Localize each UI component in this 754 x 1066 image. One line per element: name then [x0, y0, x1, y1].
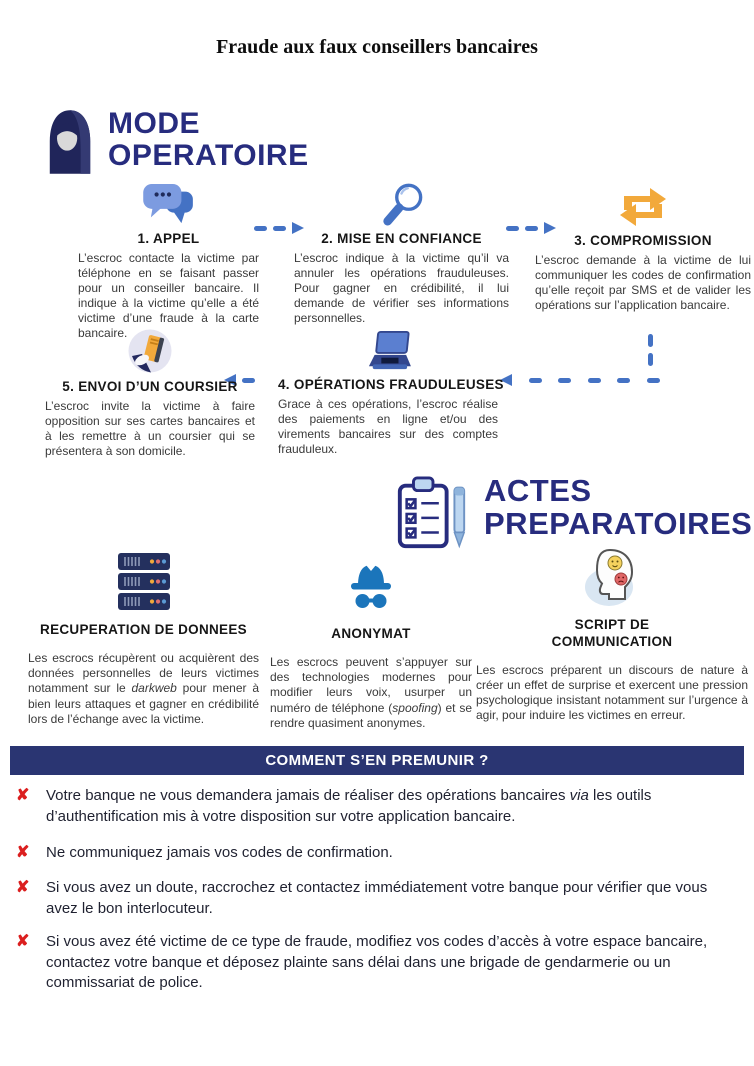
incognito-hat-glasses-icon: [345, 560, 397, 612]
actes-preparatoires-heading: [392, 474, 752, 552]
arrow-dash: [647, 378, 660, 383]
prevention-bullet-1-text: Votre banque ne vous demandera jamais de réaliser des opérations bancaires via les outils d’authentification mis à votre disposition sur votre application bancaire.: [46, 787, 652, 825]
step-envoi-icon-wrap: [45, 330, 255, 374]
arrow-head-right: [292, 222, 304, 234]
item-script-title: SCRIPT DE COMMUNICATION: [551, 617, 673, 649]
prevention-bullet-4: [16, 932, 743, 994]
step-envoi-coursier: [45, 330, 255, 471]
courier-package-icon: [127, 328, 173, 374]
actes-preparatoires-title: ACTES PREPARATOIRES: [484, 473, 753, 542]
exchange-arrows-icon: [616, 186, 670, 228]
arrow-dash: [648, 353, 653, 366]
arrow-dash: [558, 378, 571, 383]
item-anonymat: [270, 555, 472, 743]
item-anonymat-icon-wrap: [270, 555, 472, 617]
item-script-icon-wrap: [476, 546, 748, 608]
step-compromission-body: L’escroc demande à la victime de lui communiquer les codes de confirmation qu’elle reçoit par SMS et de valider les opérations sur l’application bancaire.: [535, 253, 751, 312]
step-operations-title: 4. OPÉRATIONS FRAUDULEUSES: [278, 377, 504, 392]
mode-operatoire-heading: [44, 108, 309, 176]
server-stack-icon: [116, 553, 172, 611]
item-script-communication: [476, 546, 748, 736]
flow-arrow-1-to-2: [254, 222, 304, 234]
step-operations-body: Grace à ces opérations, l’escroc réalise des paiements en ligne et/ou des virements bancaires sur des comptes frauduleux.: [278, 397, 498, 456]
step-mise-en-confiance: [294, 182, 509, 338]
prevention-bullet-3-text: Si vous avez un doute, raccrochez et contactez immédiatement votre banque pour vérifier que vous avez le bon interlocuteur.: [46, 879, 708, 917]
item-recuperation-title: RECUPERATION DE DONNEES: [40, 622, 247, 637]
item-recuperation-icon-wrap: [28, 551, 259, 613]
step-appel-body: L’escroc contacte la victime par téléphone en se faisant passer pour un conseiller bancaire. Il indique à la victime qu’elle a été victime d’une fraude à la carte bancaire.: [78, 251, 259, 340]
step-mise-en-confiance-body: L’escroc indique à la victime qu’il va annuler les opérations frauduleuses. Pour gagner en crédibilité, il lui demande de vérifier ses informations personnelles.: [294, 251, 509, 325]
step-envoi-body: L’escroc invite la victime à faire opposition sur ses cartes bancaires et à les remettre à un coursier qui se présentera à son domicile.: [45, 399, 255, 458]
cross-mark-icon: ✘: [16, 844, 30, 861]
arrow-dash: [254, 226, 267, 231]
flow-arrow-3-down: [648, 334, 653, 366]
arrow-head-right: [544, 222, 556, 234]
flow-arrow-2-to-3: [506, 222, 556, 234]
step-operations-frauduleuses: [278, 328, 504, 469]
step-mise-en-confiance-icon-wrap: [294, 182, 509, 226]
page-title: Fraude aux faux conseillers bancaires: [216, 36, 538, 58]
step-compromission: [535, 184, 751, 325]
chat-bubbles-icon: [140, 184, 198, 226]
step-compromission-title: 3. COMPROMISSION: [574, 233, 712, 248]
item-recuperation-donnees: [28, 551, 259, 739]
step-appel-icon-wrap: [78, 182, 259, 226]
item-anonymat-title: ANONYMAT: [331, 626, 411, 641]
prevention-bullet-2-text: Ne communiquez jamais vos codes de confirmation.: [46, 844, 393, 861]
step-operations-icon-wrap: [278, 328, 498, 372]
step-envoi-title: 5. ENVOI D’UN COURSIER: [62, 379, 238, 394]
prevention-bullet-4-text: Si vous avez été victime de ce type de fraude, modifiez vos codes d’accès à votre espace bancaire, contactez votre banque et déposez plainte sans délai dans une brigade de gendarmerie ou un commissariat de police.: [46, 933, 708, 992]
arrow-dash: [506, 226, 519, 231]
prevention-bullet-2: [16, 843, 743, 864]
hooded-fraudster-icon: [44, 108, 96, 176]
psychology-head-icon: [582, 546, 642, 608]
step-appel-title: 1. APPEL: [137, 231, 200, 246]
cross-mark-icon: ✘: [16, 933, 30, 950]
item-script-body: Les escrocs préparent un discours de nature à créer un effet de surprise et exercent une pression psychologique insistant notamment sur l’urgence à agir, pour induire les victimes en erreur.: [476, 662, 748, 723]
laptop-icon: [361, 330, 415, 372]
arrow-dash: [588, 378, 601, 383]
arrow-dash: [529, 378, 542, 383]
prevention-bullet-1: [16, 786, 743, 827]
clipboard-checklist-icon: [392, 474, 472, 552]
item-recuperation-body: Les escrocs récupèrent ou acquièrent des données personnelles de leurs victimes notamment sur le darkweb pour mener à bien leurs attaques et gagner en crédibilité lors de l’échange avec la victime.: [28, 650, 259, 726]
step-mise-en-confiance-title: 2. MISE EN CONFIANCE: [321, 231, 482, 246]
cross-mark-icon: ✘: [16, 879, 30, 896]
arrow-dash: [617, 378, 630, 383]
cross-mark-icon: ✘: [16, 787, 30, 804]
item-anonymat-body: Les escrocs peuvent s’appuyer sur des technologies modernes pour modifier leurs voix, usurper un numéro de téléphone (spoofing) et se rendre quasiment anonymes.: [270, 654, 472, 730]
prevention-bullet-3: [16, 878, 743, 919]
prevention-banner: COMMENT S’EN PREMUNIR ?: [10, 746, 744, 775]
magnifier-icon: [378, 182, 426, 226]
arrow-dash: [648, 334, 653, 347]
step-compromission-icon-wrap: [535, 184, 751, 228]
flow-arrow-3-to-4: [500, 374, 660, 386]
arrow-dash: [273, 226, 286, 231]
mode-operatoire-title: MODE OPERATOIRE: [108, 107, 309, 173]
arrow-dash: [525, 226, 538, 231]
